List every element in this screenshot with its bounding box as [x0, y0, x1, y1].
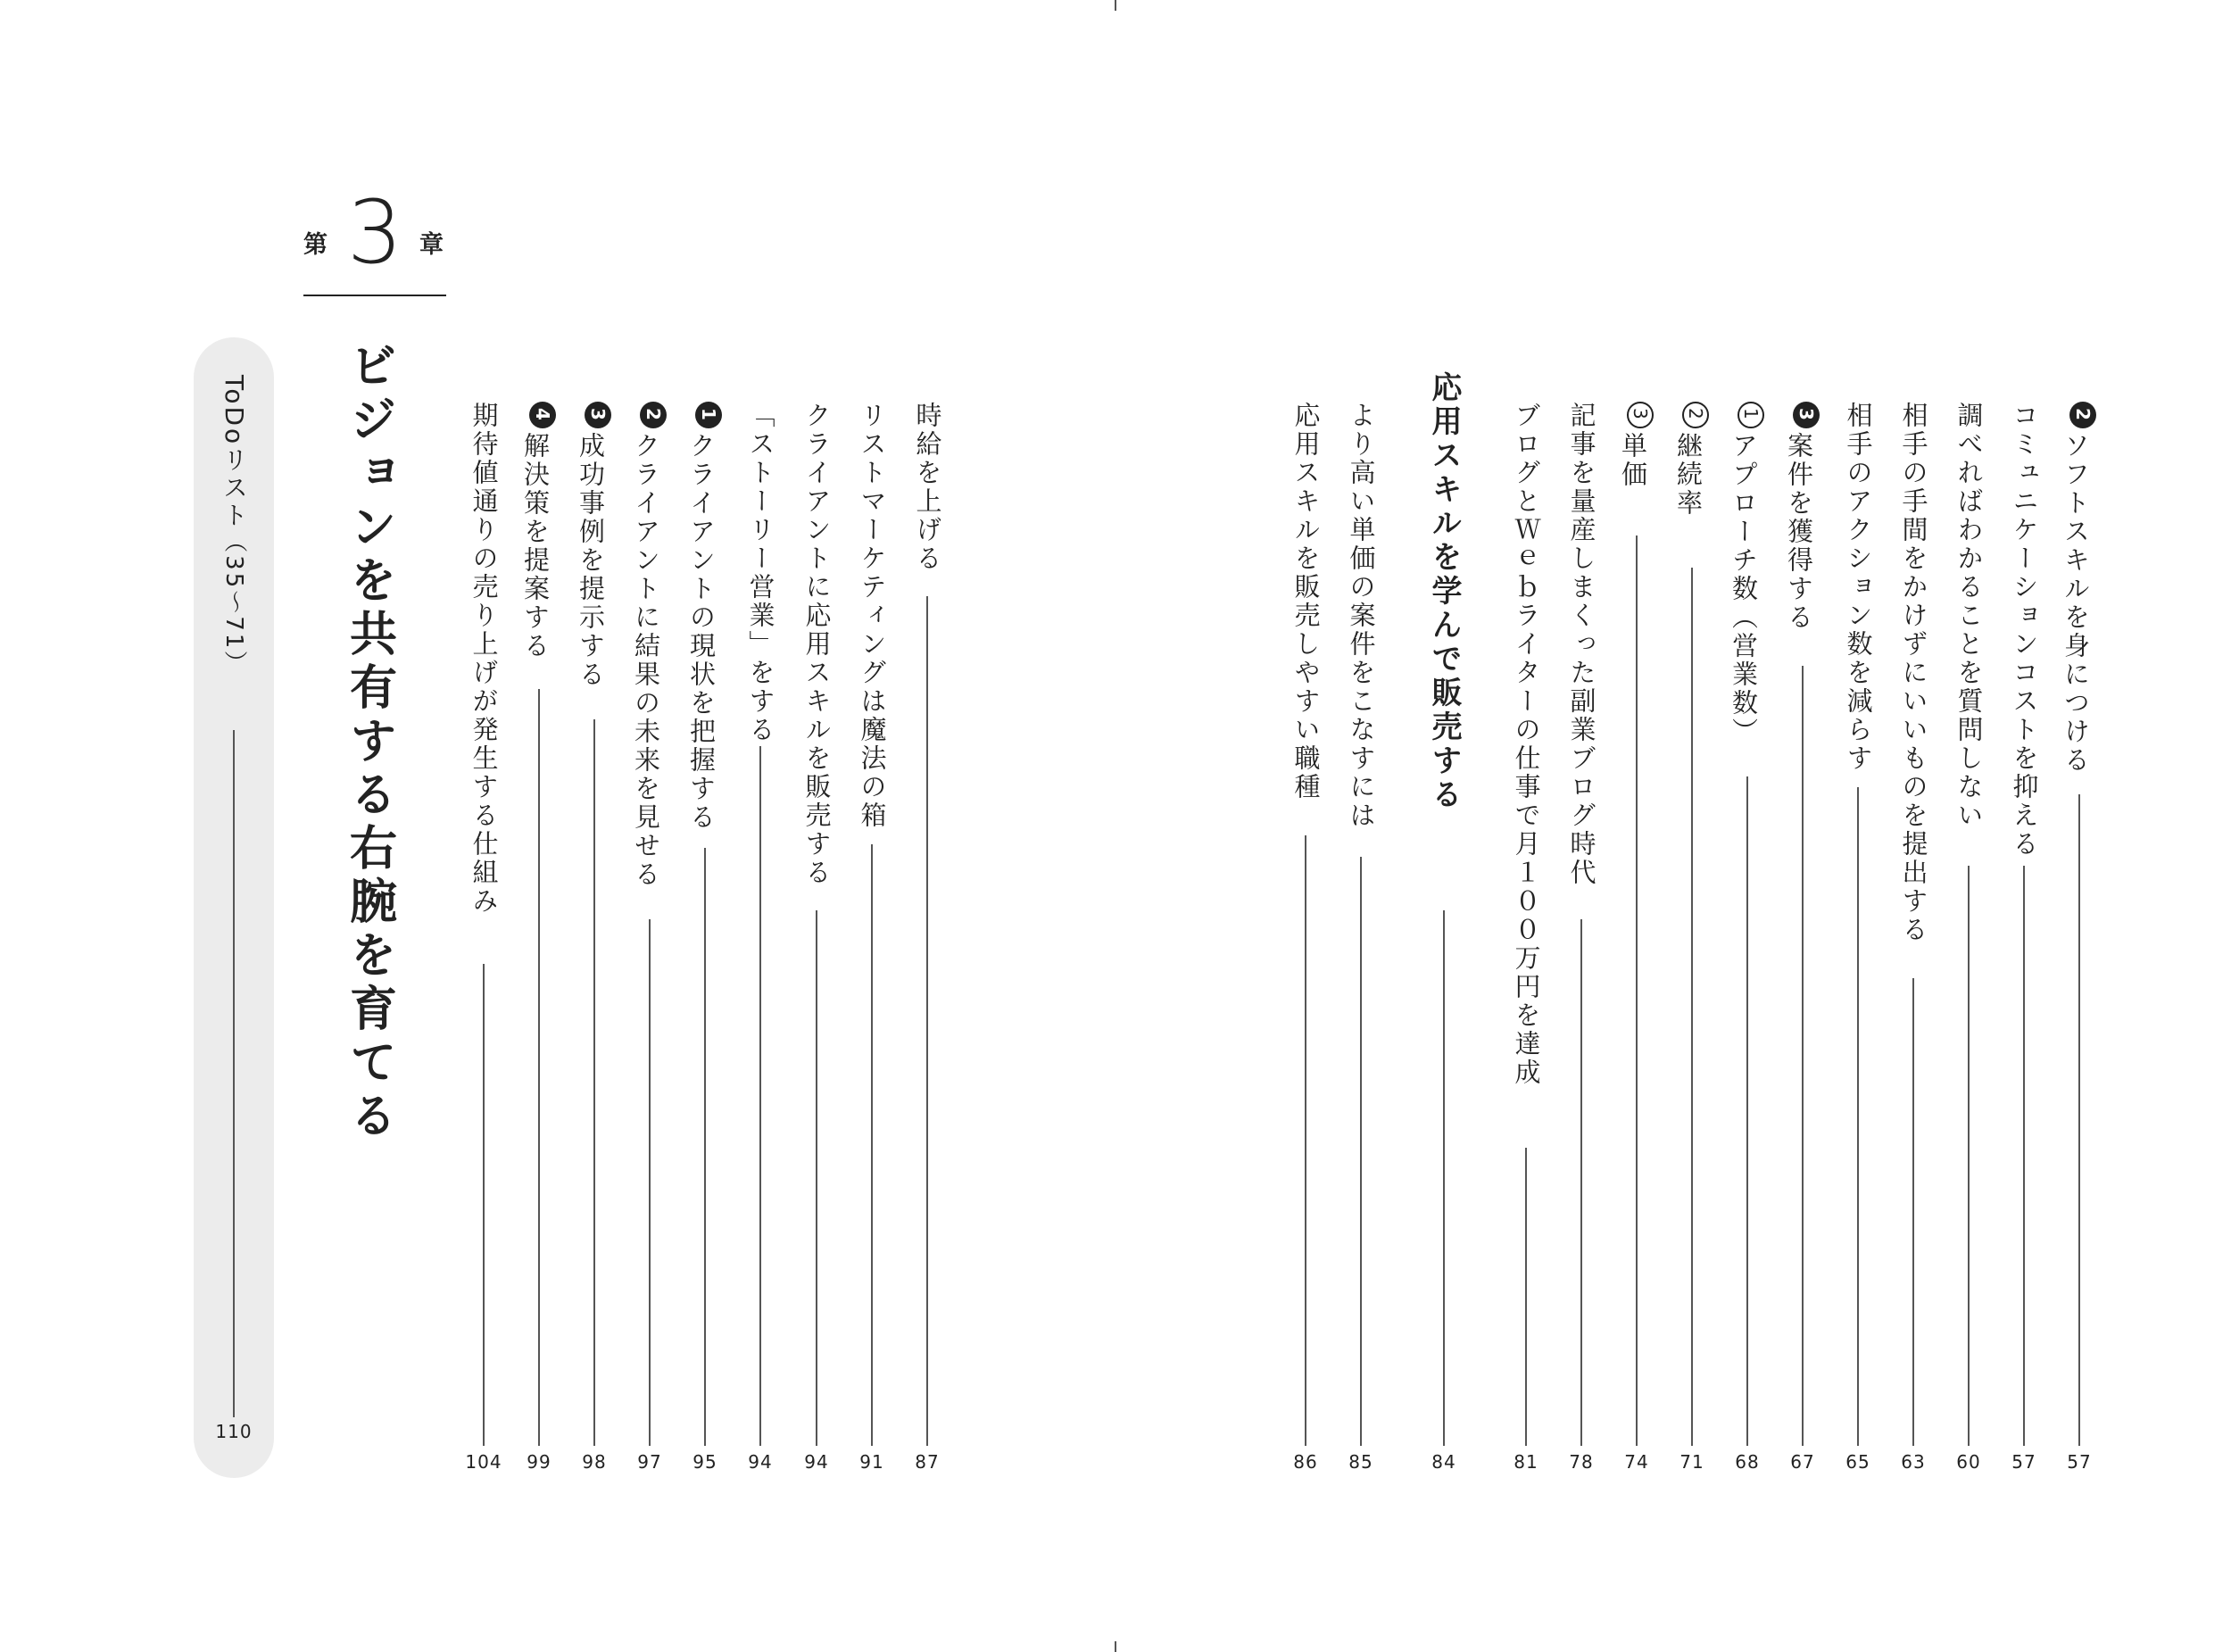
toc-entry-page: 57 — [2067, 1451, 2092, 1473]
toc-entry-page: 98 — [582, 1451, 607, 1473]
toc-entry[interactable] — [1719, 402, 1776, 1473]
toc-entry-title: 2ソフトスキルを身につける — [2062, 402, 2096, 775]
toc-entry-title: 1アプローチ数（営業数） — [1730, 402, 1764, 746]
leader-line — [926, 596, 928, 1446]
leader-line — [1636, 535, 1638, 1446]
chapter-title: ビジョンを共有する右腕を育てる — [342, 341, 397, 1144]
toc-entry-title: 時給を上げる — [912, 402, 943, 573]
toc-entry[interactable] — [1553, 402, 1610, 1473]
toc-entry[interactable] — [899, 402, 956, 1473]
toc-entry-title: 2継続率 — [1675, 402, 1709, 518]
number-badge: 1 — [695, 402, 722, 428]
leader-line — [759, 746, 761, 1446]
number-badge: 3 — [585, 402, 611, 428]
toc-entry-title: 相手のアクション数を減らす — [1843, 402, 1874, 773]
toc-entry-title: 1クライアントの現状を把握する — [688, 402, 722, 832]
toc-entry-title: 2クライアントに結果の未来を見せる — [633, 402, 667, 889]
toc-entry-title: 期待値通りの売り上げが発生する仕組み — [469, 402, 500, 916]
toc-entry[interactable] — [510, 402, 568, 1473]
todo-list-page-number: 110 — [215, 1421, 253, 1442]
toc-entry-page: 81 — [1514, 1451, 1538, 1473]
leader-line — [1746, 776, 1748, 1446]
leader-line — [1443, 910, 1445, 1446]
leader-line — [1912, 978, 1914, 1446]
leader-line — [1360, 857, 1362, 1446]
toc-entry-title: ブログとＷｅｂライターの仕事で月１００万円を達成 — [1511, 402, 1542, 1087]
toc-page-continued — [1116, 0, 2231, 1652]
toc-entry-page: 63 — [1901, 1451, 1926, 1473]
toc-entry-page: 94 — [748, 1451, 773, 1473]
todo-list-tab[interactable] — [194, 337, 274, 1478]
toc-entry[interactable] — [1940, 402, 1997, 1473]
number-badge: 3 — [1793, 402, 1820, 428]
toc-entry[interactable] — [1497, 402, 1555, 1473]
toc-entry[interactable] — [1608, 402, 1665, 1473]
toc-entry-title: リストマーケティングは魔法の箱 — [857, 402, 888, 830]
leader-line — [871, 844, 873, 1446]
toc-entry[interactable] — [1663, 402, 1721, 1473]
toc-entry[interactable] — [1885, 402, 1942, 1473]
toc-entry-page: 78 — [1569, 1451, 1594, 1473]
toc-entry-page: 65 — [1845, 1451, 1870, 1473]
section-title: 応用スキルを学んで販売する — [1426, 371, 1462, 812]
leader-line — [1691, 568, 1693, 1446]
leader-line — [816, 910, 817, 1446]
toc-entry-title: 応用スキルを販売しやすい職種 — [1290, 402, 1322, 801]
toc-entry-page: 87 — [915, 1451, 940, 1473]
leader-line — [1580, 919, 1582, 1446]
leader-line — [1305, 835, 1306, 1446]
number-badge: 4 — [529, 402, 556, 428]
toc-entry-page: 99 — [527, 1451, 552, 1473]
leader-line — [704, 848, 706, 1446]
toc-entry-title: 3成功事例を提示する — [577, 402, 611, 689]
leader-line — [1968, 866, 1970, 1446]
toc-entry-page: 60 — [1956, 1451, 1981, 1473]
toc-entry[interactable] — [1332, 402, 1389, 1473]
leader-line — [233, 730, 235, 1417]
toc-entry[interactable] — [732, 402, 789, 1473]
leader-line — [483, 964, 485, 1446]
toc-entry[interactable] — [843, 402, 900, 1473]
toc-entry-title: 3案件を獲得する — [1786, 402, 1820, 632]
leader-line — [1525, 1148, 1527, 1446]
toc-entry[interactable] — [1277, 402, 1334, 1473]
toc-entry-page: 57 — [2011, 1451, 2036, 1473]
toc-entry-title: 調べればわかることを質問しない — [1953, 402, 1985, 830]
toc-entry-page: 85 — [1348, 1451, 1373, 1473]
chapter-number: 3 — [346, 182, 403, 284]
number-badge: 2 — [640, 402, 667, 428]
toc-entry[interactable] — [566, 402, 623, 1473]
toc-entry-title: より高い単価の案件をこなすには — [1346, 402, 1377, 830]
toc-entry-title: 3単価 — [1620, 402, 1654, 489]
toc-entry[interactable] — [788, 402, 845, 1473]
toc-entry-title: 4解決策を提案する — [522, 402, 556, 660]
section-heading-entry[interactable] — [1415, 371, 1472, 1473]
toc-entry[interactable] — [455, 402, 512, 1473]
leader-line — [2023, 866, 2025, 1446]
toc-entry-page: 91 — [859, 1451, 884, 1473]
toc-entry-title: 記事を量産しまくった副業ブログ時代 — [1566, 402, 1597, 887]
chapter-rule — [303, 295, 446, 296]
toc-entry[interactable] — [621, 402, 678, 1473]
toc-entry-page: 74 — [1624, 1451, 1649, 1473]
toc-entry-page: 97 — [637, 1451, 662, 1473]
chapter-prefix: 第 — [303, 231, 328, 259]
toc-entry-title: 「ストーリー営業」をする — [745, 402, 776, 744]
toc-entry[interactable] — [1774, 402, 1831, 1473]
leader-line — [649, 919, 651, 1446]
toc-entry[interactable] — [676, 402, 734, 1473]
leader-line — [2078, 794, 2080, 1446]
todo-list-title: ToDoリスト（35〜71） — [220, 375, 249, 677]
leader-line — [538, 689, 540, 1446]
toc-entry-page: 94 — [804, 1451, 829, 1473]
number-badge: 3 — [1627, 402, 1654, 428]
toc-entry-title: クライアントに応用スキルを販売する — [801, 402, 833, 887]
toc-entry-page: 84 — [1431, 1451, 1456, 1473]
toc-entry-page: 86 — [1293, 1451, 1318, 1473]
toc-entry-page: 71 — [1679, 1451, 1704, 1473]
number-badge: 2 — [1682, 402, 1709, 428]
chapter-suffix: 章 — [419, 231, 444, 259]
leader-line — [1802, 666, 1804, 1446]
toc-entry-page: 67 — [1790, 1451, 1815, 1473]
toc-entry[interactable] — [2051, 402, 2108, 1473]
leader-line — [593, 719, 595, 1446]
toc-entry-page: 104 — [465, 1451, 502, 1473]
toc-entry-title: 相手の手間をかけずにいいものを提出する — [1898, 402, 1929, 944]
number-badge: 1 — [1738, 402, 1764, 428]
number-badge: 2 — [2069, 402, 2096, 428]
toc-entry-title: コミュニケーションコストを抑える — [2009, 402, 2040, 859]
toc-entry-page: 68 — [1735, 1451, 1760, 1473]
leader-line — [1857, 787, 1859, 1446]
toc-entry[interactable] — [1995, 402, 2053, 1473]
toc-entry-page: 95 — [693, 1451, 717, 1473]
chapter-header — [303, 182, 446, 303]
toc-entry[interactable] — [1829, 402, 1887, 1473]
